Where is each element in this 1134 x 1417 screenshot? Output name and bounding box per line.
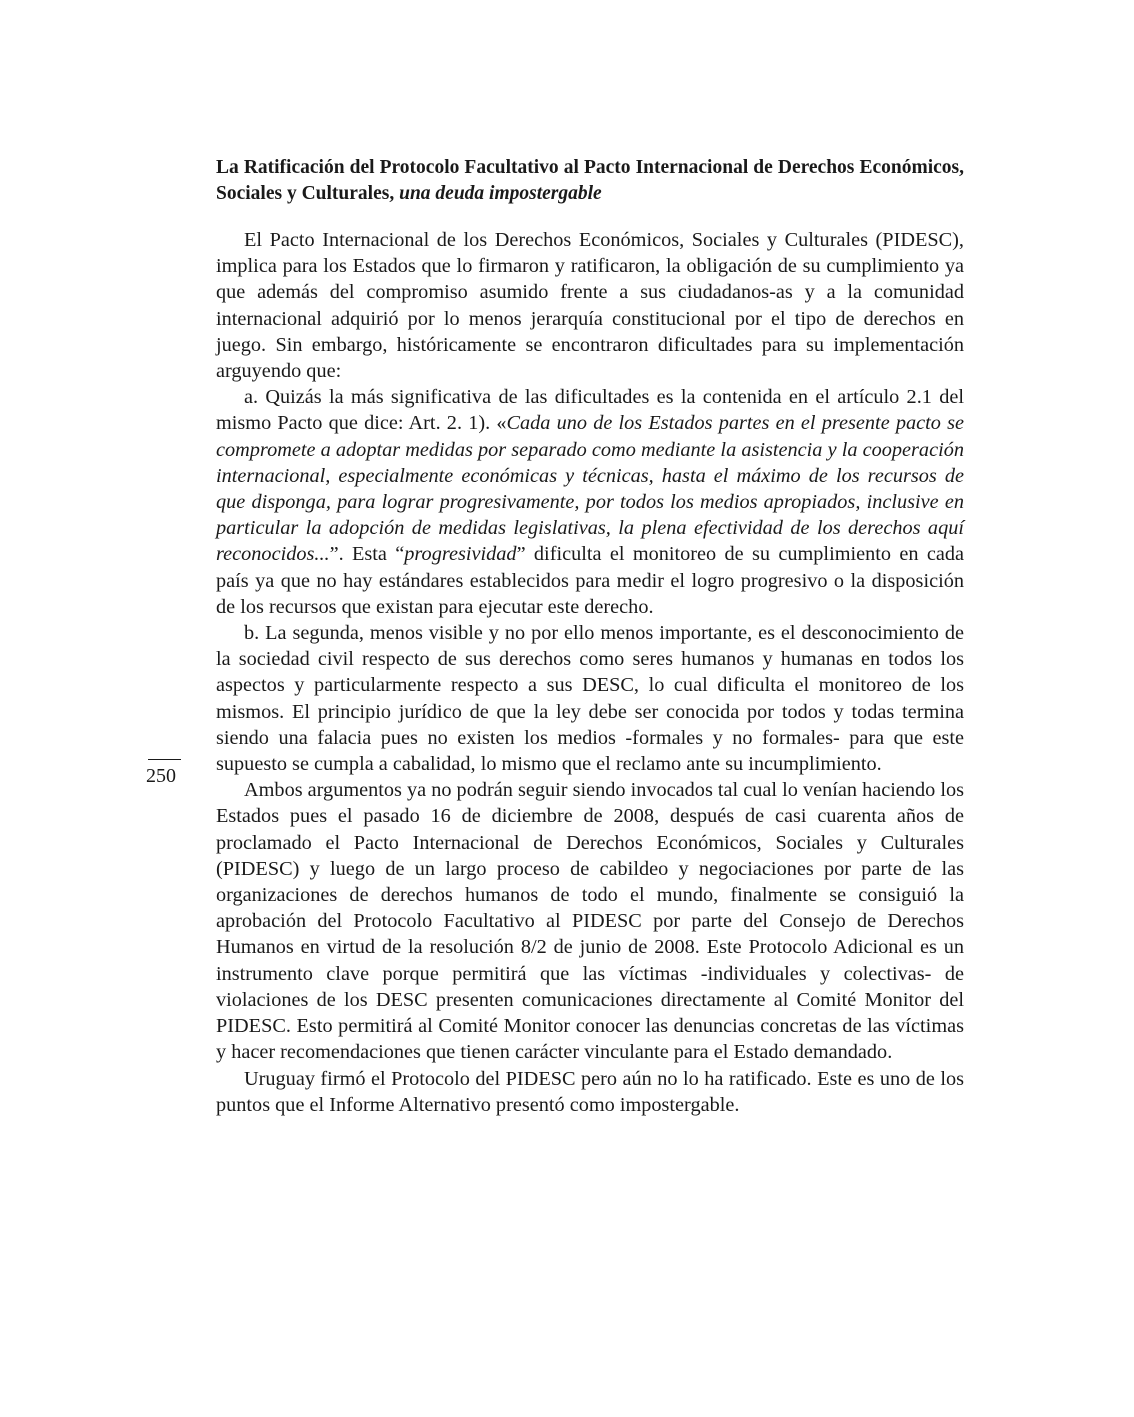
page-number-rule: [148, 759, 181, 760]
section-title-main: La Ratificación del Protocolo Facultativo al Pacto Internacional de Derechos Económicos, Sociales y Culturales,: [216, 157, 964, 204]
section-title-italic: una deuda impostergable: [399, 183, 602, 204]
section-title: [216, 155, 964, 207]
point-a-lead: a. Quizás la más significativa de las dificultades es la contenida en el artículo 2.1 del mismo Pacto que dice: Art. 2. 1). «: [216, 386, 964, 435]
article-body: [216, 155, 964, 1118]
point-a-mid: ”. Esta “: [329, 543, 405, 566]
point-a-tail: ” dificulta el monitoreo de su cumplimiento en cada país ya que no hay estándares establecidos para medir el logro progresivo o la disposición de los recursos que existan para ejecutar este derecho.: [216, 543, 965, 618]
page-number: 250: [146, 765, 176, 787]
paragraph-intro: El Pacto Internacional de los Derechos Económicos, Sociales y Culturales (PIDESC), implica para los Estados que lo firmaron y ratificaron, la obligación de su cumplimiento ya que además del compromiso asumido frente a sus ciudadanos-as y a la comunidad internacional adquirió por lo menos jerarquía constitucional por el tipo de derechos en juego. Sin embargo, históricamente se encontraron dificultades para su implementación arguyendo que:: [216, 229, 964, 383]
paragraph-point-b: b. La segunda, menos visible y no por ello menos importante, es el desconocimiento de la sociedad civil respecto de sus derechos como seres humanos y humanas en todos los aspectos y particularmente respecto a sus DESC, lo cual dificulta el monitoreo de los mismos. El principio jurídico de que la ley debe ser conocida por todos y todas termina siendo una falacia pues no existen los medios -formales y no formales- para que este supuesto se cumpla a cabalidad, lo mismo que el reclamo ante su incumplimiento.: [216, 622, 964, 776]
paragraph-uruguay: Uruguay firmó el Protocolo del PIDESC pero aún no lo ha ratificado. Este es uno de los puntos que el Informe Alternativo presentó como impostergable.: [216, 1067, 964, 1116]
paragraph-protocol: Ambos argumentos ya no podrán seguir siendo invocados tal cual lo venían haciendo los Estados pues el pasado 16 de diciembre de 2008, después de casi cuarenta años de proclamado el Pacto Internacional de Derechos Económicos, Sociales y Culturales (PIDESC) y luego de un largo proceso de cabildeo y negociaciones por parte de las organizaciones de derechos humanos de todo el mundo, finalmente se consiguió la aprobación del Protocolo Facultativo al PIDESC por parte del Consejo de Derechos Humanos en virtud de la resolución 8/2 de junio de 2008. Este Protocolo Adicional es un instrumento clave porque permitirá que las víctimas -individuales y colectivas- de violaciones de los DESC presenten comunicaciones directamente al Comité Monitor del PIDESC. Esto permitirá al Comité Monitor conocer las denuncias concretas de las víctimas y hacer recomendaciones que tienen carácter vinculante para el Estado demandado.: [216, 779, 965, 1064]
article-quote: Cada uno de los Estados partes en el presente pacto se compromete a adoptar medidas por separado como mediante la asistencia y la cooperación internacional, especialmente económicas y técnicas, hasta el máximo de los recursos de que disponga, para lograr progresivamente, por todos los medios apropiados, inclusive en particular la adopción de medidas legislativas, la plena efectividad de los derechos aquí reconocidos...: [216, 412, 964, 566]
term-progresividad: progresividad: [404, 543, 517, 566]
paragraph-point-a: [216, 384, 964, 620]
